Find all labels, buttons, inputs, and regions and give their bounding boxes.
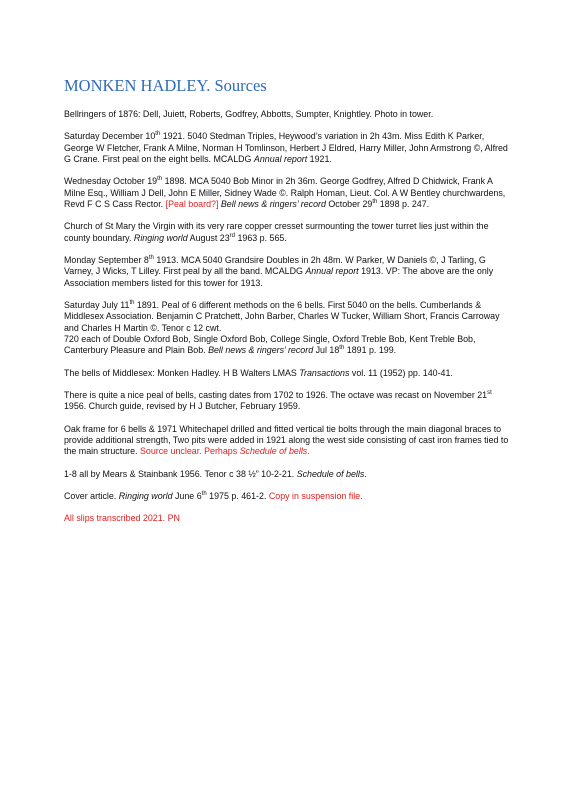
- source-title: Bell news & ringers’ record: [218, 199, 326, 210]
- entry-peal-1913: [64, 255, 510, 289]
- ordinal-suffix: th: [157, 176, 163, 183]
- entry-text: The bells of Middlesex: Monken Hadley. H B Walters LMAS: [64, 367, 300, 378]
- editor-note-title: Schedule of bells: [239, 446, 308, 457]
- entry-text: Wednesday October 19: [64, 176, 158, 187]
- entry-church-1963: [64, 221, 510, 244]
- entry-text: Saturday July 11: [64, 299, 130, 310]
- ordinal-suffix: th: [148, 254, 154, 261]
- entry-text: 1891 p. 199.: [344, 345, 397, 356]
- ordinal-suffix: th: [339, 345, 345, 352]
- entry-text: Church of St Mary the Virgin with its very rare copper cresset surmounting the tower turret lies just within the county boundary.: [64, 221, 489, 243]
- entry-bellringers-1876: [64, 109, 510, 120]
- entry-text: 1913. VP: The above are the only Association members listed for this tower for 1913.: [64, 266, 494, 288]
- entry-text: 1956. Church guide, revised by H J Butcher, February 1959.: [64, 401, 301, 412]
- editor-note: All slips transcribed 2021. PN: [64, 512, 180, 523]
- entry-text: vol. 11 (1952) pp. 140-41.: [349, 367, 453, 378]
- document-body: [64, 76, 510, 535]
- editor-note: [Peal board?]: [165, 199, 219, 210]
- entry-text: 1975 p. 461-2.: [206, 490, 269, 501]
- editor-note: Copy in suspension file.: [268, 490, 363, 501]
- entry-text: Saturday December 10: [64, 131, 156, 142]
- ordinal-suffix: th: [155, 131, 161, 138]
- entry-lmas-transactions: [64, 368, 510, 379]
- entry-church-guide: [64, 390, 510, 413]
- entry-text: 1913. MCA 5040 Grandsire Doubles in 2h 48m. W Parker, W Daniels ©, J Tarling, G Varney, J Wicks, T Lilley. First peal by all the band. MCALDG: [64, 254, 486, 277]
- ordinal-suffix: rd: [229, 232, 235, 239]
- entry-text: Oak frame for 6 bells & 1971 Whitechapel drilled and fitted vertical tie bolts through the main diagonal braces to provide additional strength, Two pits were added in 1921 along the west side consisting of cast iron frames tied to the main structure.: [64, 423, 509, 457]
- source-title: Transactions: [299, 367, 350, 378]
- entry-text: Jul 18: [313, 345, 340, 356]
- entry-text: 1891. Peal of 6 different methods on the 6 bells. First 5040 on the bells. Cumberlands & Middlesex Association. Benjamin C Pratchett, John Barber, Charles W Tucker, William Short, Francis Carroway and Charles H Martin ©. Tenor c 12 cwt.: [64, 299, 500, 333]
- entry-text: Bellringers of 1876: Dell, Juiett, Roberts, Godfrey, Abbotts, Sumpter, Knightley. Photo in tower.: [64, 109, 434, 119]
- entry-peal-1898: [64, 176, 510, 210]
- entry-text: .: [364, 468, 367, 479]
- source-title: Schedule of bells: [296, 468, 365, 479]
- entry-text: 1-8 all by Mears & Stainbank 1956. Tenor c 38 ½” 10-2-21.: [64, 468, 297, 479]
- entry-oak-frame: [64, 424, 510, 458]
- entry-text: 1921. 5040 Stedman Triples, Heywood’s variation in 2h 43m. Miss Edith K Parker, George W Fletcher, Frank A Milne, Norman H Tomlinson, Herbert J Eldred, Harry Miller, John Armstrong ©, Alfred G Crane. First peal on the eight bells. MCALDG: [64, 131, 508, 165]
- ordinal-suffix: th: [129, 299, 135, 306]
- entry-text: October 29: [325, 199, 373, 210]
- editor-note: Source unclear. Perhaps: [139, 446, 240, 457]
- entry-cover-article: [64, 491, 510, 502]
- entry-peal-1891: [64, 300, 510, 357]
- editor-note: .: [307, 446, 310, 457]
- entry-text: August 23: [187, 232, 230, 243]
- entry-text: 1898. MCA 5040 Bob Minor in 2h 36m. George Godfrey, Alfred D Chidwick, Frank A Milne Esq., William J Dell, John E Miller, Sidney Wade ©. Ralph Homan, Lieut. Col. A W Bentley churchwardens, Revd F C S Cass Rector.: [64, 176, 506, 210]
- source-title: Annual report: [305, 266, 359, 277]
- entry-text: June 6: [172, 490, 202, 501]
- entry-text: 1898 p. 247.: [377, 199, 430, 210]
- ordinal-suffix: th: [201, 490, 207, 497]
- ordinal-suffix: th: [372, 199, 378, 206]
- entry-text: 1963 p. 565.: [234, 232, 287, 243]
- entry-text: 720 each of Double Oxford Bob, Single Oxford Bob, College Single, Oxford Treble Bob, Kent Treble Bob, Canterbury Pleasure and Plain Bob.: [64, 334, 476, 356]
- entry-text: Monday September 8: [64, 254, 149, 265]
- source-title: Ringing world: [133, 232, 188, 243]
- source-title: Ringing world: [118, 490, 173, 501]
- ordinal-suffix: st: [487, 389, 492, 396]
- transcription-note: [64, 513, 510, 524]
- entry-text: Cover article.: [64, 490, 119, 501]
- entry-recast-1956: [64, 469, 510, 480]
- page-title: MONKEN HADLEY. Sources: [64, 76, 267, 95]
- entry-text: There is quite a nice peal of bells, casting dates from 1702 to 1926. The octave was recast on November 21: [64, 389, 488, 400]
- entry-peal-1921: [64, 131, 510, 165]
- source-title: Annual report: [253, 154, 308, 165]
- entry-text: 1921.: [307, 154, 332, 165]
- source-title: Bell news & ringers’ record: [208, 345, 314, 356]
